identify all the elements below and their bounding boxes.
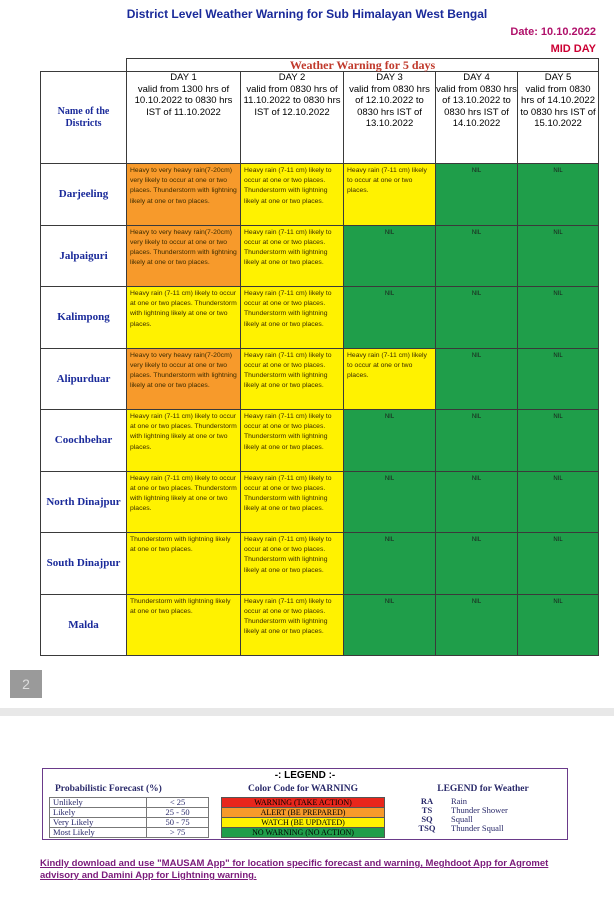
day-header: [518, 72, 599, 164]
weather-label: Thunder Squall: [451, 823, 504, 833]
warning-cell: [127, 348, 241, 410]
probabilistic-title: Probabilistic Forecast (%): [55, 784, 162, 794]
warning-text: Heavy to very heavy rain(7-20cm) very likely to occur at one or two places. Thunderstorm with lightning likely at one or two places.: [130, 228, 237, 267]
warning-cell: [518, 287, 599, 349]
table-row: [41, 594, 599, 656]
warning-text: NIL: [384, 291, 395, 297]
day-label: DAY 3: [376, 72, 403, 83]
warning-cell: [241, 348, 344, 410]
warning-cell: [241, 225, 344, 287]
warning-text: Heavy rain (7-11 cm) likely to occur at one or two places. Thunderstorm with lightning likely at one or two places.: [244, 413, 332, 451]
probability-row: [50, 828, 209, 838]
warning-cell: [344, 225, 436, 287]
warning-cell: [518, 410, 599, 472]
warning-text: NIL: [553, 598, 563, 605]
district-name: Darjeeling: [41, 164, 127, 226]
warning-text: Heavy rain (7-11 cm) likely to occur at one or two places. Thunderstorm with lightning likely at one or two places.: [244, 597, 332, 636]
probability-label: Very Likely: [50, 818, 147, 828]
color-code-label: NO WARNING (NO ACTION): [222, 828, 385, 838]
warning-text: Heavy rain (7-11 cm) likely to occur at one or two places. Thunderstorm with lightning likely at one or two places.: [244, 167, 332, 205]
day-validity: valid from 1300 hrs of 10.10.2022 to 0830 hrs IST of 11.10.2022: [134, 83, 233, 118]
warning-text: NIL: [471, 291, 482, 297]
warning-cell: [436, 594, 518, 656]
table-row: [41, 410, 599, 472]
color-code-label: ALERT (BE PREPARED): [222, 808, 385, 818]
warning-text: Heavy rain (7-11 cm) likely to occur at one or two places. Thunderstorm with lightning likely at one or two places.: [244, 474, 332, 513]
warning-text: Heavy rain (7-11 cm) likely to occur at one or two places. Thunderstorm with lightning likely at one or two places.: [130, 290, 237, 328]
district-name: Coochbehar: [41, 410, 127, 472]
warning-text: NIL: [553, 291, 563, 297]
warning-text: NIL: [384, 537, 395, 543]
warning-text: NIL: [471, 168, 482, 174]
color-code-label: WATCH (BE UPDATED): [222, 818, 385, 828]
day-header: [127, 72, 241, 164]
warning-text: NIL: [471, 352, 482, 359]
table-row: [41, 164, 599, 226]
district-name: Jalpaiguri: [41, 225, 127, 287]
warning-text: Thunderstorm with lightning likely at one or two places.: [130, 597, 231, 615]
probability-row: [50, 808, 209, 818]
warning-text: NIL: [553, 537, 563, 543]
probability-row: [50, 818, 209, 828]
warning-cell: [344, 348, 436, 410]
warning-cell: [436, 471, 518, 533]
weather-legend-row: [405, 824, 563, 833]
page-separator: [0, 708, 614, 716]
warning-text: NIL: [553, 229, 563, 236]
warning-cell: [344, 287, 436, 349]
day-validity: valid from 0830 hrs of 13.10.2022 to 0830 hrs IST of 14.10.2022: [436, 83, 517, 129]
warning-cell: [518, 225, 599, 287]
warning-cell: [241, 533, 344, 595]
warning-cell: [241, 471, 344, 533]
table-row: [41, 225, 599, 287]
weather-label: Rain: [451, 796, 468, 806]
table-banner: Weather Warning for 5 days: [127, 59, 599, 72]
probabilistic-table: [49, 797, 209, 838]
day-label: DAY 2: [278, 72, 306, 83]
warning-cell: [127, 594, 241, 656]
table-row: [41, 287, 599, 349]
day-validity: valid from 0830 hrs of 11.10.2022 to 0830 hrs IST of 12.10.2022: [243, 83, 341, 118]
district-name: Kalimpong: [41, 287, 127, 349]
probability-range: 50 - 75: [147, 818, 209, 828]
warning-text: Heavy rain (7-11 cm) likely to occur at one or two places. Thunderstorm with lightning likely at one or two places.: [130, 474, 237, 513]
color-code-title: Color Code for WARNING: [247, 784, 359, 794]
legend-title: -: LEGEND :-: [274, 770, 336, 781]
warning-cell: [127, 471, 241, 533]
warning-text: NIL: [553, 475, 563, 482]
warning-cell: [436, 287, 518, 349]
probability-label: Likely: [50, 808, 147, 818]
probability-range: > 75: [147, 828, 209, 838]
warning-text: Heavy rain (7-11 cm) likely to occur at one or two places. Thunderstorm with lightning likely at one or two places.: [244, 536, 332, 574]
warning-text: NIL: [553, 352, 563, 359]
warning-text: Heavy rain (7-11 cm) likely to occur at one or two places. Thunderstorm with lightning likely at one or two places.: [244, 290, 332, 328]
day-header: [436, 72, 518, 164]
warning-text: NIL: [384, 598, 395, 605]
warning-cell: [518, 471, 599, 533]
table-row: [41, 471, 599, 533]
warning-cell: [518, 164, 599, 226]
district-name: Alipurduar: [41, 348, 127, 410]
warning-cell: [344, 533, 436, 595]
color-code-table: [221, 797, 385, 838]
day-validity: valid from 0830 hrs of 12.10.2022 to 0830 hrs IST of 13.10.2022: [349, 83, 430, 129]
warning-text: NIL: [471, 229, 482, 236]
warning-text: NIL: [471, 475, 482, 482]
table-row: [41, 348, 599, 410]
warning-cell: [436, 410, 518, 472]
warning-text: Heavy rain (7-11 cm) likely to occur at one or two places.: [347, 167, 427, 195]
warning-cell: [241, 287, 344, 349]
district-name: South Dinajpur: [41, 533, 127, 595]
warning-text: NIL: [471, 537, 482, 543]
warning-cell: [344, 594, 436, 656]
district-name: North Dinajpur: [41, 471, 127, 533]
warning-text: Heavy rain (7-11 cm) likely to occur at one or two places. Thunderstorm with lightning likely at one or two places.: [130, 413, 237, 451]
color-code-row: [222, 808, 385, 818]
table-row: [41, 533, 599, 595]
warning-cell: [436, 348, 518, 410]
warning-text: NIL: [384, 414, 395, 420]
warning-cell: [518, 348, 599, 410]
warning-cell: [344, 410, 436, 472]
warning-cell: [241, 594, 344, 656]
warning-text: NIL: [471, 414, 482, 420]
warning-cell: [127, 533, 241, 595]
warning-cell: [241, 164, 344, 226]
district-name: Malda: [41, 594, 127, 656]
day-label: DAY 1: [170, 72, 197, 83]
page-title: District Level Weather Warning for Sub Himalayan West Bengal: [126, 7, 488, 21]
weather-code: RA: [420, 796, 434, 806]
weather-legend-title: LEGEND for Weather: [437, 784, 529, 794]
weather-legend-table: [405, 797, 563, 833]
warning-text: NIL: [553, 168, 563, 174]
warning-cell: [518, 533, 599, 595]
warning-text: NIL: [384, 475, 395, 482]
warning-text: NIL: [471, 598, 482, 605]
issue-time: MID DAY: [550, 43, 596, 55]
warning-cell: [436, 225, 518, 287]
probability-range: 25 - 50: [147, 808, 209, 818]
probability-label: Most Likely: [50, 828, 147, 838]
warning-cell: [127, 287, 241, 349]
warning-text: Heavy rain (7-11 cm) likely to occur at one or two places.: [347, 351, 427, 379]
warning-table: [40, 58, 599, 656]
color-code-label: WARNING (TAKE ACTION): [222, 798, 385, 808]
weather-code: TS: [421, 805, 433, 815]
warning-cell: [344, 471, 436, 533]
warning-cell: [127, 164, 241, 226]
warning-text: Heavy rain (7-11 cm) likely to occur at one or two places. Thunderstorm with lightning likely at one or two places.: [244, 228, 332, 267]
warning-text: Heavy to very heavy rain(7-20cm) very likely to occur at one or two places. Thunderstorm with lightning likely at one or two places.: [130, 167, 237, 205]
warning-text: Heavy rain (7-11 cm) likely to occur at one or two places. Thunderstorm with lightning likely at one or two places.: [244, 351, 332, 390]
color-code-row: [222, 828, 385, 838]
warning-cell: [127, 225, 241, 287]
weather-code: SQ: [421, 814, 433, 824]
page-number-badge[interactable]: 2: [10, 670, 42, 698]
warning-text: Thunderstorm with lightning likely at one or two places.: [130, 536, 231, 554]
day-header: [241, 72, 344, 164]
issue-date: Date: 10.10.2022: [510, 26, 596, 38]
day-label: DAY 5: [544, 72, 572, 83]
day-label: DAY 4: [463, 72, 490, 83]
footer-app-notice[interactable]: Kindly download and use "MAUSAM App" for location specific forecast and warning, Meghdoot App for Agromet advisory and Damini App for Lightning warning.: [40, 858, 549, 881]
weather-label: Thunder Shower: [451, 805, 508, 815]
warning-text: NIL: [384, 229, 395, 236]
warning-cell: [344, 164, 436, 226]
color-code-row: [222, 798, 385, 808]
probability-row: [50, 798, 209, 808]
warning-cell: [436, 164, 518, 226]
district-column-header: Name of the Districts: [41, 72, 127, 164]
weather-code: TSQ: [418, 823, 436, 833]
probability-label: Unlikely: [50, 798, 147, 808]
day-header: [344, 72, 436, 164]
warning-cell: [127, 410, 241, 472]
legend-box: [42, 768, 568, 840]
warning-cell: [241, 410, 344, 472]
color-code-row: [222, 818, 385, 828]
warning-cell: [518, 594, 599, 656]
warning-text: NIL: [553, 414, 563, 420]
day-validity: valid from 0830 hrs of 14.10.2022 to 0830 hrs IST of 15.10.2022: [520, 83, 596, 129]
warning-text: Heavy to very heavy rain(7-20cm) very likely to occur at one or two places. Thunderstorm with lightning likely at one or two places.: [130, 351, 237, 390]
weather-label: Squall: [451, 814, 473, 824]
probability-range: < 25: [147, 798, 209, 808]
warning-cell: [436, 533, 518, 595]
